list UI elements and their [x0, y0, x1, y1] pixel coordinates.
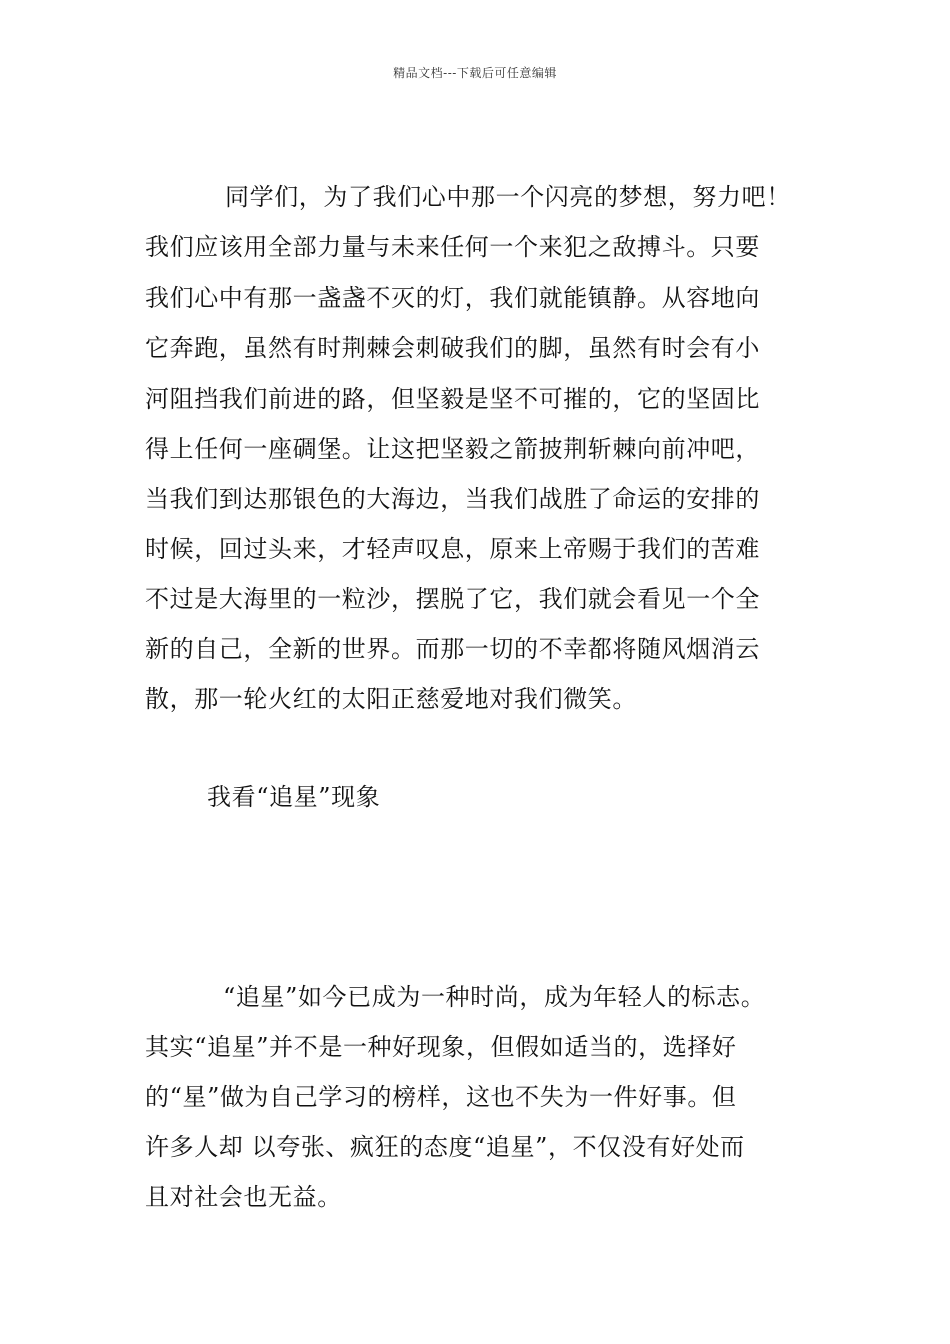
- paragraph-2-line: 其实“追星”并不是一种好现象，但假如适当的，选择好: [145, 1033, 737, 1061]
- paragraph-2-line: 许多人却 以夸张、疯狂的态度“追星”，不仅没有好处而: [145, 1133, 745, 1161]
- paragraph-1-line: 我们应该用全部力量与未来任何一个来犯之敌搏斗。只要: [145, 233, 760, 261]
- paragraph-1-line: 新的自己，全新的世界。而那一切的不幸都将随风烟消云: [145, 635, 760, 663]
- paragraph-2-line: 的“星”做为自己学习的榜样，这也不失为一件好事。但: [145, 1083, 737, 1111]
- paragraph-1-line: 得上任何一座碉堡。让这把坚毅之箭披荆斩棘向前冲吧，: [145, 435, 760, 463]
- paragraph-1-line: 我们心中有那一盏盏不灭的灯，我们就能镇静。从容地向: [145, 284, 760, 312]
- paragraph-1-line: 河阻挡我们前进的路，但坚毅是坚不可摧的，它的坚固比: [145, 385, 760, 413]
- paragraph-2-line: 且对社会也无益。: [145, 1183, 342, 1211]
- paragraph-1-line: 当我们到达那银色的大海边，当我们战胜了命运的安排的: [145, 485, 760, 513]
- paragraph-2-line: “追星”如今已成为一种时尚，成为年轻人的标志。: [223, 983, 766, 1011]
- paragraph-1-line: 散，那一轮火红的太阳正慈爱地对我们微笑。: [145, 685, 637, 713]
- paragraph-1-line: 同学们，为了我们心中那一个闪亮的梦想，努力吧！: [225, 183, 791, 211]
- paragraph-1-line: 时候，回过头来，才轻声叹息，原来上帝赐于我们的苦难: [145, 535, 760, 563]
- page-header: 精品文档---下载后可任意编辑: [393, 66, 557, 80]
- essay-title: 我看“追星”现象: [207, 783, 381, 811]
- paragraph-1-line: 它奔跑，虽然有时荆棘会刺破我们的脚，虽然有时会有小: [145, 334, 760, 362]
- paragraph-1-line: 不过是大海里的一粒沙，摆脱了它，我们就会看见一个全: [145, 585, 760, 613]
